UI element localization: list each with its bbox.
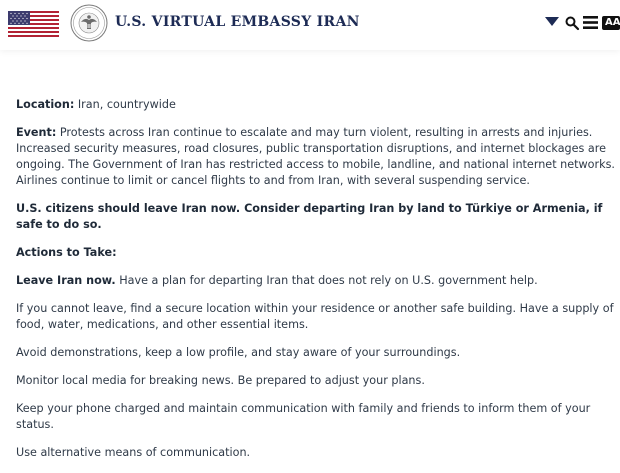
action-item: Monitor local media for breaking news. Be prepared to adjust your plans. — [16, 374, 425, 387]
embassy-seal-icon[interactable] — [70, 4, 108, 42]
location-text: Iran, countrywide — [74, 98, 176, 111]
actions-heading-line — [16, 245, 616, 261]
alert-content — [16, 97, 616, 473]
us-flag-icon[interactable] — [8, 11, 59, 37]
caret-down-icon[interactable] — [545, 17, 559, 26]
site-title[interactable]: U.S. VIRTUAL EMBASSY IRAN — [115, 14, 360, 30]
action-item: Keep your phone charged and maintain communication with family and friends to inform them of your status. — [16, 402, 591, 431]
site-header — [0, 0, 620, 50]
leave-line — [16, 273, 616, 289]
event-paragraph — [16, 125, 616, 189]
event-text: Protests across Iran continue to escalate and may turn violent, resulting in arrests and injuries. Increased security measures, road closures, public transportation disruptions, and internet blockages are ongoing. The Government of Iran has restricted access to mobile, landline, and national internet networks. Airlines continue to limit or cancel flights to and from Iran, with several suspending service. — [16, 126, 615, 187]
event-label: Event: — [16, 126, 57, 139]
language-icon[interactable]: AA — [602, 16, 620, 30]
location-line — [16, 97, 616, 113]
action-item: Use alternative means of communication. — [16, 446, 251, 459]
leave-label: Leave Iran now. — [16, 274, 116, 287]
search-icon[interactable] — [565, 16, 579, 30]
leave-text: Have a plan for departing Iran that does not rely on U.S. government help. — [115, 274, 538, 287]
menu-icon[interactable] — [583, 16, 598, 29]
location-label: Location: — [16, 98, 75, 111]
action-item: Avoid demonstrations, keep a low profile, and stay aware of your surroundings. — [16, 346, 461, 359]
actions-heading: Actions to Take: — [16, 246, 117, 259]
advisory-line — [16, 201, 616, 233]
advisory-text: U.S. citizens should leave Iran now. Consider departing Iran by land to Türkiye or Armenia, if safe to do so. — [16, 202, 603, 231]
action-item: If you cannot leave, find a secure location within your residence or another safe building. Have a supply of food, water, medications, and other essential items. — [16, 302, 614, 331]
